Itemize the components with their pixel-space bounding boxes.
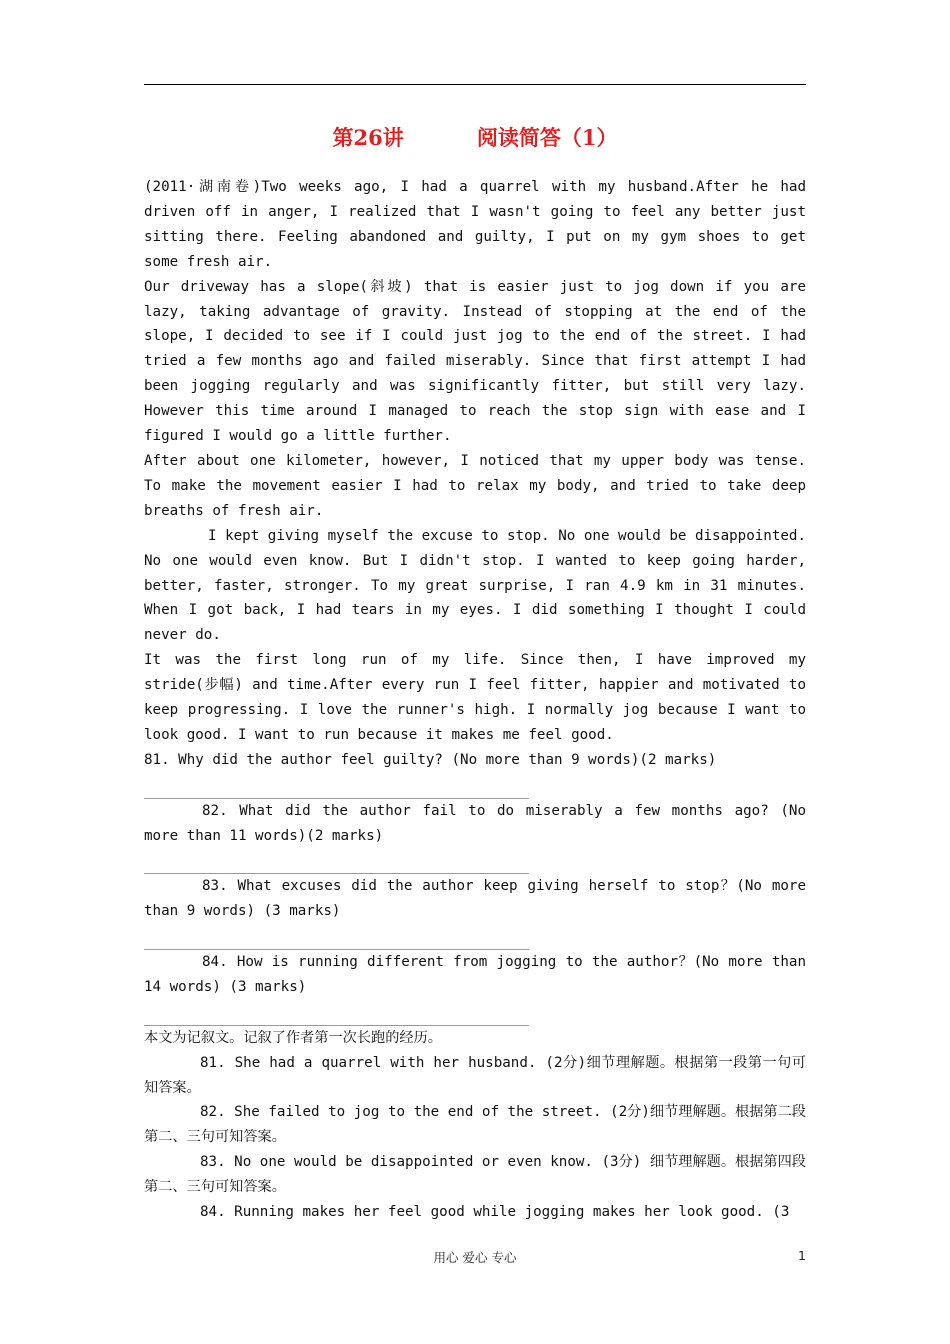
question-82: 82. What did the author fail to do miserably a few months ago? (No more than 11 words)(2 marks) <box>144 802 806 844</box>
answer-82: 82. She failed to jog to the end of the street. (2分)细节理解题。根据第二段第二、三句可知答案。 <box>144 1104 806 1146</box>
page-number: 1 <box>798 1248 806 1263</box>
document-body <box>144 175 806 1225</box>
passage-paragraph-5: It was the first long run of my life. Since then, I have improved my stride(步幅) and time.After every run I feel fitter, happier and motivated to keep progressing. I love the runner's high. I normally jog because I want to look good. I want to run because it makes me feel good. <box>144 652 806 743</box>
answer-blank-81[interactable] <box>144 773 529 799</box>
passage-paragraph-1: (2011·湖南卷)Two weeks ago, I had a quarrel with my husband.After he had driven off in anger, I realized that I wasn't going to feel any better just sitting there. Feeling abandoned and guilty, I put on my gym shoes to get some fresh air. <box>144 179 806 270</box>
answer-blank-84[interactable] <box>144 1000 529 1026</box>
answer-blank-82[interactable] <box>144 848 529 874</box>
passage-paragraph-2: Our driveway has a slope(斜坡) that is easier just to jog down if you are lazy, taking advantage of gravity. Instead of stopping at the end of the slope, I decided to see if I could just jog to the end of the street. I had tried a few months ago and failed miserably. Since that first attempt I had been jogging regularly and was significantly fitter, but still very lazy. However this time around I managed to reach the stop sign with ease and I figured I would go a little further. <box>144 278 806 445</box>
page-footer: 用心 爱心 专心 <box>433 1250 517 1265</box>
question-84: 84. How is running different from jogging to the author？(No more than 14 words) (3 marks) <box>144 954 806 995</box>
passage-paragraph-3: After about one kilometer, however, I noticed that my upper body was tense. To make the movement easier I had to relax my body, and tried to take deep breaths of fresh air. <box>144 452 806 519</box>
answer-81: 81. She had a quarrel with her husband. (2分)细节理解题。根据第一段第一句可知答案。 <box>144 1054 806 1096</box>
answer-blank-83[interactable] <box>144 924 529 950</box>
answer-84: 84. Running makes her feel good while jogging makes her look good. (3 <box>200 1204 790 1221</box>
summary-text: 本文为记叙文。记叙了作者第一次长跑的经历。 <box>144 1029 442 1046</box>
passage-paragraph-4: I kept giving myself the excuse to stop. No one would be disappointed. No one would even know. But I didn't stop. I wanted to keep going harder, better, faster, stronger. To my great surprise, I ran 4.9 km in 31 minutes. When I got back, I had tears in my eyes. I did something I thought I could never do. <box>144 527 806 644</box>
answer-83: 83. No one would be disappointed or even know. (3分) 细节理解题。根据第四段第二、三句可知答案。 <box>144 1154 806 1196</box>
question-81: 81. Why did the author feel guilty? (No more than 9 words)(2 marks) <box>144 751 717 768</box>
header-rule <box>144 84 806 85</box>
question-83: 83. What excuses did the author keep giving herself to stop？(No more than 9 words) (3 marks) <box>144 878 806 920</box>
page-title: 第26讲 阅读简答（1） <box>332 125 618 150</box>
